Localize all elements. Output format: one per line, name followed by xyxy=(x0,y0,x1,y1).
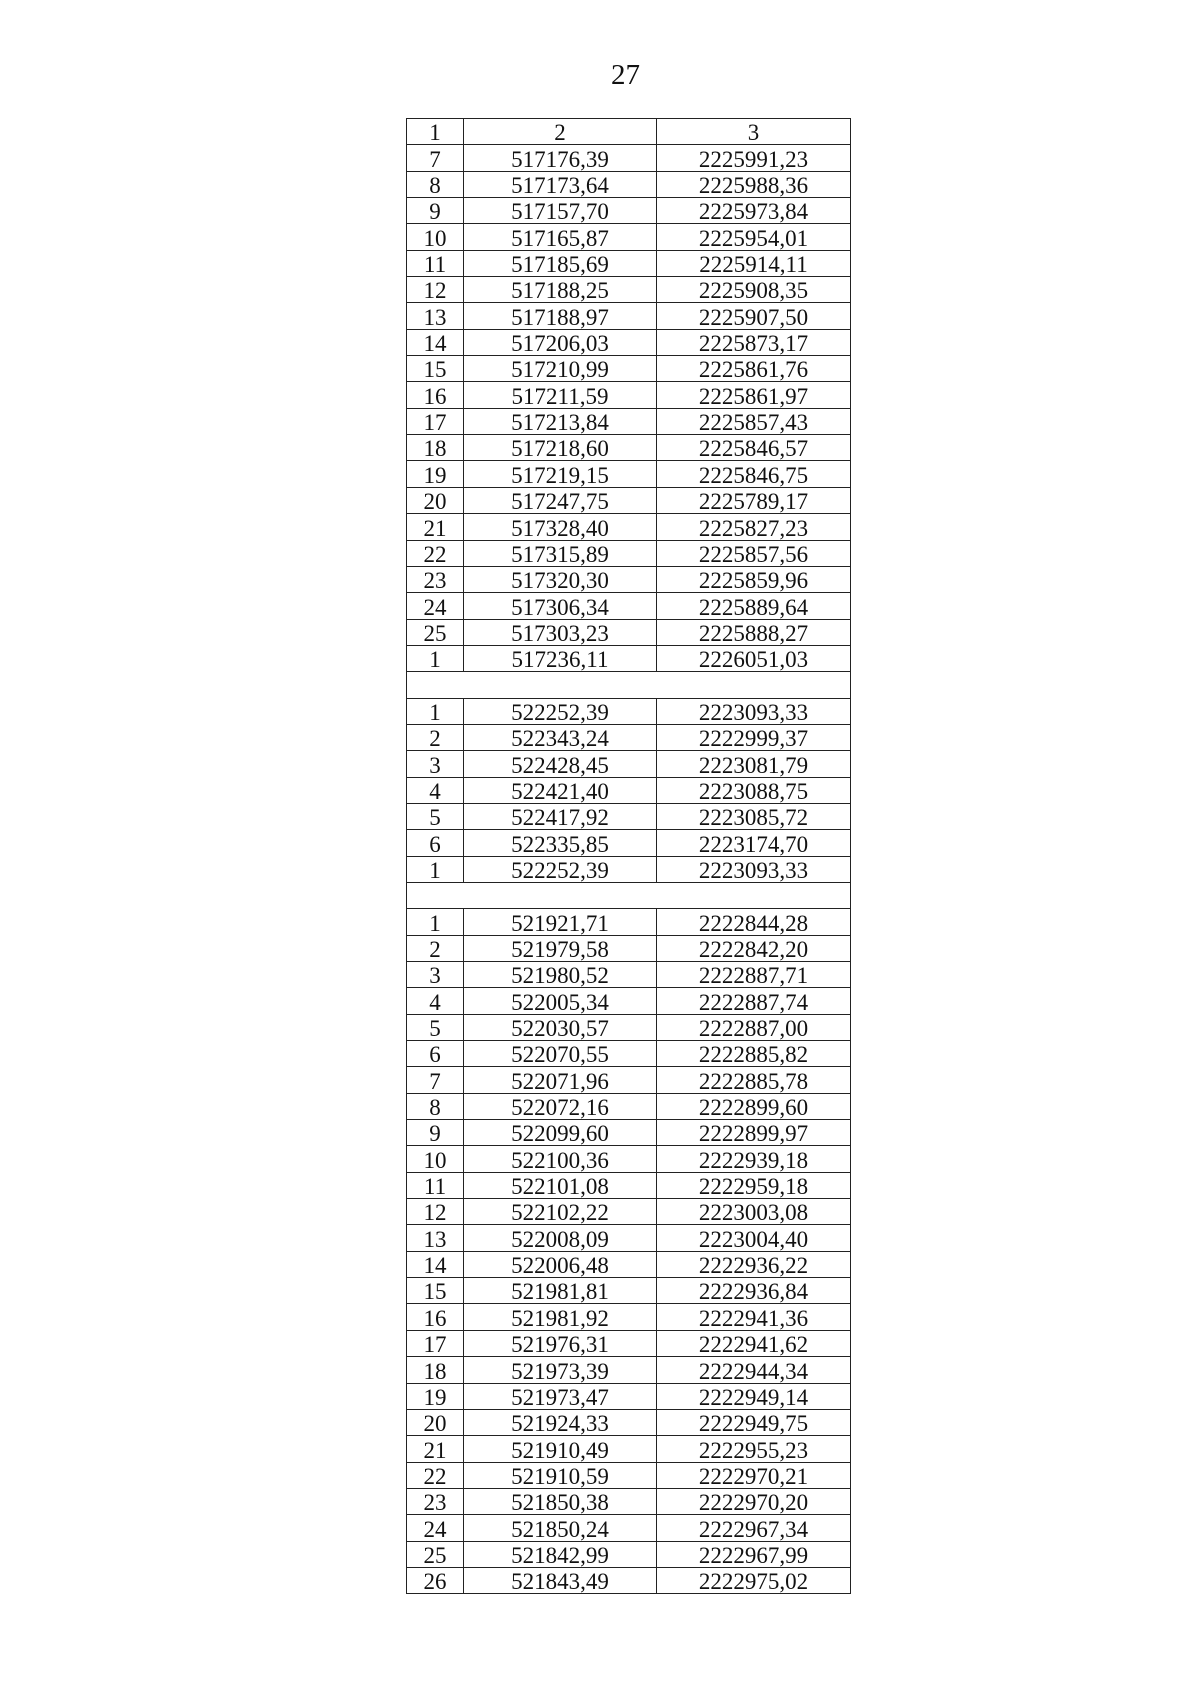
table-row xyxy=(407,1199,851,1225)
x-coordinate-cell: 522417,92 xyxy=(464,803,657,829)
table-row xyxy=(407,277,851,303)
table-row xyxy=(407,1146,851,1172)
point-number-cell: 4 xyxy=(407,777,464,803)
y-coordinate-cell: 2223003,08 xyxy=(657,1199,851,1225)
table-row xyxy=(407,1567,851,1593)
x-coordinate-cell: 521980,52 xyxy=(464,962,657,988)
y-coordinate-cell: 2222885,78 xyxy=(657,1067,851,1093)
y-coordinate-cell: 2225827,23 xyxy=(657,514,851,540)
x-coordinate-cell: 522421,40 xyxy=(464,777,657,803)
x-coordinate-cell: 517247,75 xyxy=(464,487,657,513)
x-coordinate-cell: 517219,15 xyxy=(464,461,657,487)
point-number-cell: 14 xyxy=(407,329,464,355)
y-coordinate-cell: 2222955,23 xyxy=(657,1436,851,1462)
y-coordinate-cell: 2225907,50 xyxy=(657,303,851,329)
y-coordinate-cell: 2225846,75 xyxy=(657,461,851,487)
y-coordinate-cell: 2223088,75 xyxy=(657,777,851,803)
x-coordinate-cell: 522008,09 xyxy=(464,1225,657,1251)
table-row xyxy=(407,1515,851,1541)
point-number-cell: 7 xyxy=(407,1067,464,1093)
point-number-cell: 15 xyxy=(407,356,464,382)
table-row xyxy=(407,1330,851,1356)
table-row xyxy=(407,198,851,224)
point-number-cell: 1 xyxy=(407,856,464,882)
x-coordinate-cell: 521843,49 xyxy=(464,1567,657,1593)
point-number-cell: 20 xyxy=(407,487,464,513)
table-row xyxy=(407,1436,851,1462)
x-coordinate-cell: 517157,70 xyxy=(464,198,657,224)
point-number-cell: 12 xyxy=(407,277,464,303)
y-coordinate-cell: 2222899,97 xyxy=(657,1120,851,1146)
x-coordinate-cell: 521973,47 xyxy=(464,1383,657,1409)
y-coordinate-cell: 2222941,36 xyxy=(657,1304,851,1330)
point-number-cell: 11 xyxy=(407,250,464,276)
point-number-cell: 15 xyxy=(407,1278,464,1304)
x-coordinate-cell: 521981,92 xyxy=(464,1304,657,1330)
point-number-cell: 21 xyxy=(407,1436,464,1462)
x-coordinate-cell: 517188,25 xyxy=(464,277,657,303)
y-coordinate-cell: 2225991,23 xyxy=(657,145,851,171)
y-coordinate-cell: 2222959,18 xyxy=(657,1172,851,1198)
x-coordinate-cell: 522101,08 xyxy=(464,1172,657,1198)
point-number-cell: 4 xyxy=(407,988,464,1014)
table-row xyxy=(407,1172,851,1198)
table-row xyxy=(407,356,851,382)
y-coordinate-cell: 2225973,84 xyxy=(657,198,851,224)
y-coordinate-cell: 2223093,33 xyxy=(657,698,851,724)
point-number-cell: 1 xyxy=(407,909,464,935)
point-number-cell: 11 xyxy=(407,1172,464,1198)
x-coordinate-cell: 522102,22 xyxy=(464,1199,657,1225)
point-number-cell: 18 xyxy=(407,1357,464,1383)
point-number-cell: 8 xyxy=(407,171,464,197)
table-row xyxy=(407,988,851,1014)
point-number-cell: 22 xyxy=(407,1462,464,1488)
y-coordinate-cell: 2225888,27 xyxy=(657,619,851,645)
table-row xyxy=(407,1304,851,1330)
x-coordinate-cell: 517236,11 xyxy=(464,645,657,671)
x-coordinate-cell: 522030,57 xyxy=(464,1014,657,1040)
point-number-cell: 3 xyxy=(407,962,464,988)
x-coordinate-cell: 517328,40 xyxy=(464,514,657,540)
table-row xyxy=(407,1251,851,1277)
x-coordinate-cell: 521910,49 xyxy=(464,1436,657,1462)
y-coordinate-cell: 2222936,22 xyxy=(657,1251,851,1277)
header-cell-x: 2 xyxy=(464,119,657,145)
page-number: 27 xyxy=(611,59,640,91)
y-coordinate-cell: 2222844,28 xyxy=(657,909,851,935)
table-row xyxy=(407,1357,851,1383)
header-cell-point: 1 xyxy=(407,119,464,145)
x-coordinate-cell: 522335,85 xyxy=(464,830,657,856)
point-number-cell: 19 xyxy=(407,461,464,487)
point-number-cell: 25 xyxy=(407,1541,464,1567)
table-row xyxy=(407,1014,851,1040)
x-coordinate-cell: 522100,36 xyxy=(464,1146,657,1172)
point-number-cell: 21 xyxy=(407,514,464,540)
table-row xyxy=(407,856,851,882)
x-coordinate-cell: 517218,60 xyxy=(464,435,657,461)
y-coordinate-cell: 2222967,34 xyxy=(657,1515,851,1541)
point-number-cell: 17 xyxy=(407,1330,464,1356)
table-row xyxy=(407,435,851,461)
point-number-cell: 24 xyxy=(407,1515,464,1541)
table-row xyxy=(407,698,851,724)
point-number-cell: 1 xyxy=(407,645,464,671)
y-coordinate-cell: 2222970,20 xyxy=(657,1488,851,1514)
y-coordinate-cell: 2223081,79 xyxy=(657,751,851,777)
y-coordinate-cell: 2225861,76 xyxy=(657,356,851,382)
x-coordinate-cell: 517173,64 xyxy=(464,171,657,197)
table-row xyxy=(407,593,851,619)
table-row xyxy=(407,935,851,961)
point-number-cell: 26 xyxy=(407,1567,464,1593)
y-coordinate-cell: 2223093,33 xyxy=(657,856,851,882)
y-coordinate-cell: 2225873,17 xyxy=(657,329,851,355)
y-coordinate-cell: 2225846,57 xyxy=(657,435,851,461)
point-number-cell: 22 xyxy=(407,540,464,566)
point-number-cell: 2 xyxy=(407,724,464,750)
y-coordinate-cell: 2222887,00 xyxy=(657,1014,851,1040)
table-row xyxy=(407,962,851,988)
x-coordinate-cell: 522343,24 xyxy=(464,724,657,750)
table-row xyxy=(407,909,851,935)
point-number-cell: 7 xyxy=(407,145,464,171)
x-coordinate-cell: 522072,16 xyxy=(464,1093,657,1119)
y-coordinate-cell: 2225908,35 xyxy=(657,277,851,303)
y-coordinate-cell: 2222967,99 xyxy=(657,1541,851,1567)
point-number-cell: 5 xyxy=(407,1014,464,1040)
y-coordinate-cell: 2222899,60 xyxy=(657,1093,851,1119)
x-coordinate-cell: 521981,81 xyxy=(464,1278,657,1304)
x-coordinate-cell: 522252,39 xyxy=(464,698,657,724)
y-coordinate-cell: 2223004,40 xyxy=(657,1225,851,1251)
y-coordinate-cell: 2223174,70 xyxy=(657,830,851,856)
point-number-cell: 13 xyxy=(407,303,464,329)
y-coordinate-cell: 2222949,14 xyxy=(657,1383,851,1409)
x-coordinate-cell: 517211,59 xyxy=(464,382,657,408)
x-coordinate-cell: 521973,39 xyxy=(464,1357,657,1383)
y-coordinate-cell: 2225988,36 xyxy=(657,171,851,197)
table-row xyxy=(407,540,851,566)
point-number-cell: 20 xyxy=(407,1409,464,1435)
y-coordinate-cell: 2222885,82 xyxy=(657,1041,851,1067)
table-header-row xyxy=(407,119,851,145)
coordinates-table-body xyxy=(407,119,851,1594)
table-row xyxy=(407,408,851,434)
point-number-cell: 9 xyxy=(407,198,464,224)
x-coordinate-cell: 517320,30 xyxy=(464,566,657,592)
x-coordinate-cell: 521850,24 xyxy=(464,1515,657,1541)
point-number-cell: 14 xyxy=(407,1251,464,1277)
y-coordinate-cell: 2222941,62 xyxy=(657,1330,851,1356)
y-coordinate-cell: 2222936,84 xyxy=(657,1278,851,1304)
table-row xyxy=(407,145,851,171)
coordinates-table xyxy=(406,118,851,1594)
table-row xyxy=(407,171,851,197)
table-row xyxy=(407,1488,851,1514)
point-number-cell: 10 xyxy=(407,224,464,250)
point-number-cell: 3 xyxy=(407,751,464,777)
x-coordinate-cell: 521910,59 xyxy=(464,1462,657,1488)
table-row xyxy=(407,382,851,408)
table-row xyxy=(407,1225,851,1251)
x-coordinate-cell: 517210,99 xyxy=(464,356,657,382)
x-coordinate-cell: 521924,33 xyxy=(464,1409,657,1435)
table-row xyxy=(407,1067,851,1093)
table-row xyxy=(407,1120,851,1146)
point-number-cell: 10 xyxy=(407,1146,464,1172)
y-coordinate-cell: 2222887,74 xyxy=(657,988,851,1014)
table-row xyxy=(407,303,851,329)
point-number-cell: 25 xyxy=(407,619,464,645)
table-row xyxy=(407,1383,851,1409)
x-coordinate-cell: 517213,84 xyxy=(464,408,657,434)
table-row xyxy=(407,514,851,540)
table-row xyxy=(407,803,851,829)
table-row xyxy=(407,224,851,250)
y-coordinate-cell: 2222939,18 xyxy=(657,1146,851,1172)
x-coordinate-cell: 517188,97 xyxy=(464,303,657,329)
point-number-cell: 2 xyxy=(407,935,464,961)
point-number-cell: 9 xyxy=(407,1120,464,1146)
table-row xyxy=(407,777,851,803)
point-number-cell: 13 xyxy=(407,1225,464,1251)
group-separator-cell xyxy=(407,882,851,908)
y-coordinate-cell: 2222970,21 xyxy=(657,1462,851,1488)
x-coordinate-cell: 522099,60 xyxy=(464,1120,657,1146)
group-separator-row xyxy=(407,672,851,698)
x-coordinate-cell: 521921,71 xyxy=(464,909,657,935)
y-coordinate-cell: 2225889,64 xyxy=(657,593,851,619)
x-coordinate-cell: 521850,38 xyxy=(464,1488,657,1514)
table-row xyxy=(407,566,851,592)
table-row xyxy=(407,1278,851,1304)
x-coordinate-cell: 517303,23 xyxy=(464,619,657,645)
group-separator-cell xyxy=(407,672,851,698)
x-coordinate-cell: 521842,99 xyxy=(464,1541,657,1567)
y-coordinate-cell: 2225954,01 xyxy=(657,224,851,250)
y-coordinate-cell: 2225857,56 xyxy=(657,540,851,566)
table-row xyxy=(407,250,851,276)
x-coordinate-cell: 522070,55 xyxy=(464,1041,657,1067)
y-coordinate-cell: 2222999,37 xyxy=(657,724,851,750)
point-number-cell: 6 xyxy=(407,830,464,856)
y-coordinate-cell: 2225789,17 xyxy=(657,487,851,513)
point-number-cell: 5 xyxy=(407,803,464,829)
y-coordinate-cell: 2226051,03 xyxy=(657,645,851,671)
y-coordinate-cell: 2225859,96 xyxy=(657,566,851,592)
x-coordinate-cell: 517206,03 xyxy=(464,329,657,355)
table-row xyxy=(407,751,851,777)
x-coordinate-cell: 522428,45 xyxy=(464,751,657,777)
point-number-cell: 23 xyxy=(407,1488,464,1514)
x-coordinate-cell: 522006,48 xyxy=(464,1251,657,1277)
table-row xyxy=(407,645,851,671)
point-number-cell: 16 xyxy=(407,1304,464,1330)
table-row xyxy=(407,724,851,750)
table-row xyxy=(407,1541,851,1567)
x-coordinate-cell: 521979,58 xyxy=(464,935,657,961)
point-number-cell: 17 xyxy=(407,408,464,434)
table-row xyxy=(407,487,851,513)
x-coordinate-cell: 522071,96 xyxy=(464,1067,657,1093)
x-coordinate-cell: 521976,31 xyxy=(464,1330,657,1356)
point-number-cell: 12 xyxy=(407,1199,464,1225)
table-row xyxy=(407,329,851,355)
table-row xyxy=(407,830,851,856)
x-coordinate-cell: 522005,34 xyxy=(464,988,657,1014)
x-coordinate-cell: 517165,87 xyxy=(464,224,657,250)
table-row xyxy=(407,1041,851,1067)
x-coordinate-cell: 517176,39 xyxy=(464,145,657,171)
y-coordinate-cell: 2222842,20 xyxy=(657,935,851,961)
y-coordinate-cell: 2222887,71 xyxy=(657,962,851,988)
y-coordinate-cell: 2222949,75 xyxy=(657,1409,851,1435)
x-coordinate-cell: 517306,34 xyxy=(464,593,657,619)
table-row xyxy=(407,1093,851,1119)
y-coordinate-cell: 2222944,34 xyxy=(657,1357,851,1383)
point-number-cell: 8 xyxy=(407,1093,464,1119)
y-coordinate-cell: 2223085,72 xyxy=(657,803,851,829)
y-coordinate-cell: 2225857,43 xyxy=(657,408,851,434)
table-row xyxy=(407,461,851,487)
point-number-cell: 24 xyxy=(407,593,464,619)
point-number-cell: 1 xyxy=(407,698,464,724)
header-cell-y: 3 xyxy=(657,119,851,145)
x-coordinate-cell: 522252,39 xyxy=(464,856,657,882)
x-coordinate-cell: 517185,69 xyxy=(464,250,657,276)
point-number-cell: 23 xyxy=(407,566,464,592)
y-coordinate-cell: 2225861,97 xyxy=(657,382,851,408)
point-number-cell: 18 xyxy=(407,435,464,461)
group-separator-row xyxy=(407,882,851,908)
x-coordinate-cell: 517315,89 xyxy=(464,540,657,566)
point-number-cell: 19 xyxy=(407,1383,464,1409)
table-row xyxy=(407,619,851,645)
table-row xyxy=(407,1409,851,1435)
point-number-cell: 16 xyxy=(407,382,464,408)
table-row xyxy=(407,1462,851,1488)
y-coordinate-cell: 2225914,11 xyxy=(657,250,851,276)
y-coordinate-cell: 2222975,02 xyxy=(657,1567,851,1593)
point-number-cell: 6 xyxy=(407,1041,464,1067)
